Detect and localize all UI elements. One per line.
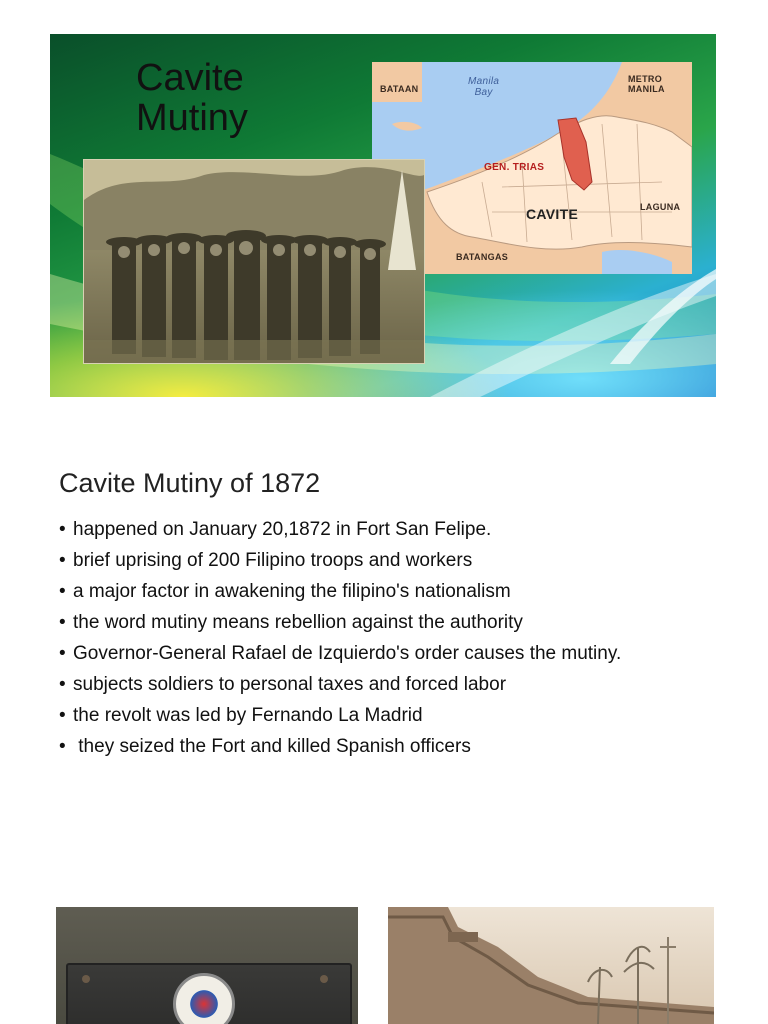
bullet-dot: • <box>59 519 66 540</box>
marker-bolts <box>56 907 358 1024</box>
bullet-item <box>59 514 759 545</box>
bullet-dot: • <box>59 612 66 633</box>
fort-photo-graphic <box>388 907 714 1024</box>
historical-marker-photo <box>56 907 358 1024</box>
map-label-metro-manila: METRO MANILA <box>628 74 665 94</box>
bullet-list <box>59 514 759 762</box>
bullet-item <box>59 731 759 762</box>
map-label-bataan: BATAAN <box>380 84 419 94</box>
slide-title: Cavite Mutiny <box>136 57 248 139</box>
bullet-text: a major factor in awakening the filipino's nationalism <box>73 581 511 602</box>
title-slide <box>50 34 716 397</box>
map-label-cavite: CAVITE <box>526 206 579 222</box>
bullet-dot: • <box>59 736 66 757</box>
bullet-text: subjects soldiers to personal taxes and forced labor <box>73 674 507 695</box>
bullet-item <box>59 700 759 731</box>
section-title: Cavite Mutiny of 1872 <box>59 468 321 498</box>
bullet-item <box>59 669 759 700</box>
map-label-gen-trias: GEN. TRIAS <box>484 162 545 173</box>
bullet-item <box>59 545 759 576</box>
bullet-dot: • <box>59 705 66 726</box>
bullet-dot: • <box>59 550 66 571</box>
bullet-item <box>59 576 759 607</box>
bullet-text: the revolt was led by Fernando La Madrid <box>73 705 423 726</box>
bullet-item <box>59 607 759 638</box>
map-label-manila-bay: Manila Bay <box>468 76 500 98</box>
map-label-laguna: LAGUNA <box>640 202 681 212</box>
bullet-text: the word mutiny means rebellion against the authority <box>73 612 523 633</box>
bullet-text: they seized the Fort and killed Spanish officers <box>73 736 471 757</box>
bullet-dot: • <box>59 643 66 664</box>
bullet-text: happened on January 20,1872 in Fort San Felipe. <box>73 519 492 540</box>
bullet-text: Governor-General Rafael de Izquierdo's order causes the mutiny. <box>73 643 622 664</box>
bullet-item <box>59 638 759 669</box>
fort-san-felipe-photo <box>388 907 714 1024</box>
soldiers-photo-graphic <box>84 160 424 363</box>
soldiers-photo <box>83 159 425 364</box>
map-label-batangas: BATANGAS <box>456 252 509 262</box>
bullet-dot: • <box>59 674 66 695</box>
bullet-text: brief uprising of 200 Filipino troops and workers <box>73 550 473 571</box>
bullet-dot: • <box>59 581 66 602</box>
